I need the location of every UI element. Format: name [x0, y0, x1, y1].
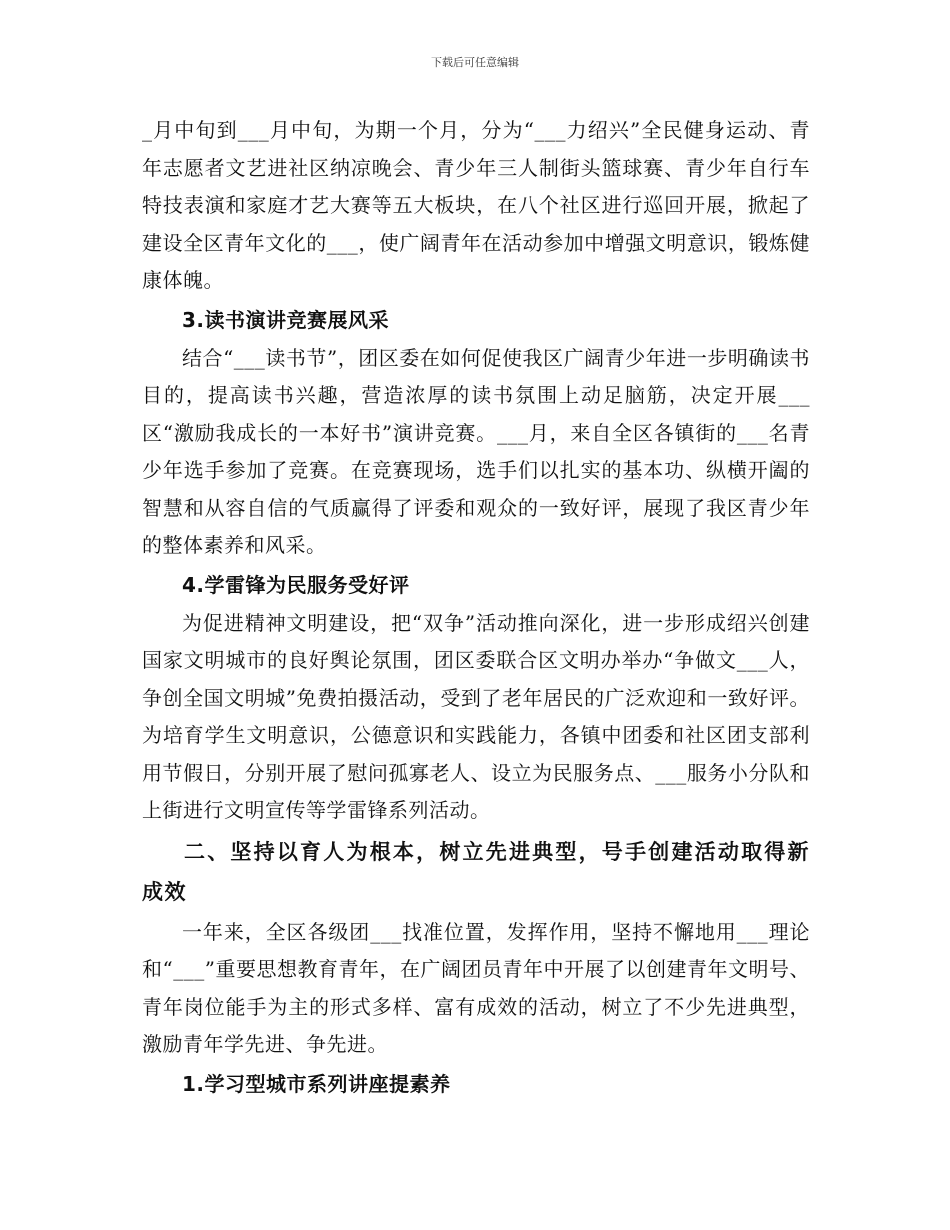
paragraph-lei-feng: 为促进精神文明建设，把“双争”活动推向深化，进一步形成绍兴创建国家文明城市的良好舆论氛围，团区委联合区文明办举办“争做文___人，争创全国文明城”免费拍摄活动，受到了老年居民的广泛欢迎和一致好评。为培育学生文明意识，公德意识和实践能力，各镇中团委和社区团支部利用节假日，分别开展了慰问孤寡老人、设立为民服务点、___服务小分队和上街进行文明宣传等学雷锋系列活动。 — [142, 610, 810, 822]
section-heading-two: 二、坚持以育人为根本，树立先进典型，号手创建活动取得新成效 — [142, 839, 810, 904]
page-header: 下载后可任意编辑 — [431, 56, 519, 69]
paragraph-section-two: 一年来，全区各级团___找准位置，发挥作用，坚持不懈地用___理论和“___”重要思想教育青年，在广阔团员青年中开展了以创建青年文明号、青年岗位能手为主的形式多样、富有成效的活动，树立了不少先进典型，激励青年学先进、争先进。 — [142, 919, 810, 1056]
heading-reading-contest: 3.读书演讲竞赛展风采 — [182, 307, 390, 332]
heading-lei-feng: 4.学雷锋为民服务受好评 — [182, 572, 410, 597]
paragraph-activities: _月中旬到___月中旬，为期一个月，分为“___力绍兴”全民健身运动、青年志愿者文艺进社区纳凉晚会、青少年三人制街头篮球赛、青少年自行车特技表演和家庭才艺大赛等五大板块，在八个社区进行巡回开展，掀起了建设全区青年文化的___，使广阔青年在活动参加中增强文明意识，锻炼健康体魄。 — [142, 118, 810, 292]
document-body — [142, 112, 810, 1104]
heading-lecture-series: 1.学习型城市系列讲座提素养 — [182, 1071, 451, 1096]
paragraph-reading-contest: 结合“___读书节”，团区委在如何促使我区广阔青少年进一步明确读书目的，提高读书兴趣，营造浓厚的读书氛围上动足脑筋，决定开展___区“激励我成长的一本好书”演讲竞赛。___月，来自全区各镇街的___名青少年选手参加了竞赛。在竞赛现场，选手们以扎实的基本功、纵横开阖的智慧和从容自信的气质赢得了评委和观众的一致好评，展现了我区青少年的整体素养和风采。 — [142, 345, 810, 557]
